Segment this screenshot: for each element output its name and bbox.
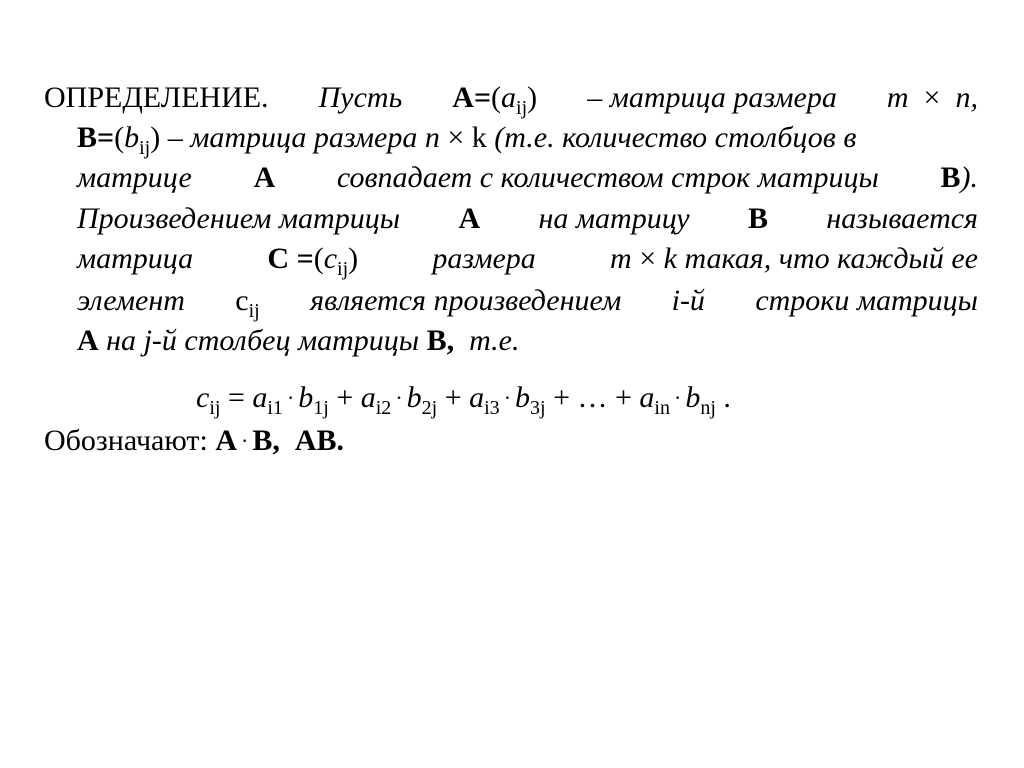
notation-line: Обозначают: A · B, AB. [44,424,345,457]
matrix-b-definition: $B=(b_{ij})$ – матрица размера n × k (т.е. количество столбцов в [77,121,857,159]
pust-word: Пусть [318,81,403,114]
product-formula: $c_{ij} = a_{i1} \cdot b_{1j} + a_{i2} \cdot b_{2j} + a_{i3} \cdot b_{3j}$ + … + $a_{in} \cdot b_{nj}$ . [196,381,731,419]
matrix-size-text-1: – матрица размера [587,81,837,114]
definition-line-4: Произведением матрицы A на матрицу B называется [77,202,978,235]
definition-line-1 [44,78,978,118]
definition-heading: ОПРЕДЕЛЕНИЕ. [44,81,269,114]
definition-line-6: элемент $c_{ij}$ является произведением i-й строки матрицы [77,284,978,322]
notation-label: Обозначают: [44,424,208,457]
definition-line-3: матрице A совпадает с количеством строк матрицы B). [77,161,978,194]
definition-line-5: матрица $C =(c_{ij})$ размера m × k такая, что каждый ее [77,242,978,280]
dimension-m-n: m × n, [886,81,978,114]
matrix-a-definition: $A=(a_{ij})$ [452,81,538,119]
definition-line-7: A на j-й столбец матрицы B, т.е. [77,324,520,357]
definition-line-2 [77,118,978,158]
